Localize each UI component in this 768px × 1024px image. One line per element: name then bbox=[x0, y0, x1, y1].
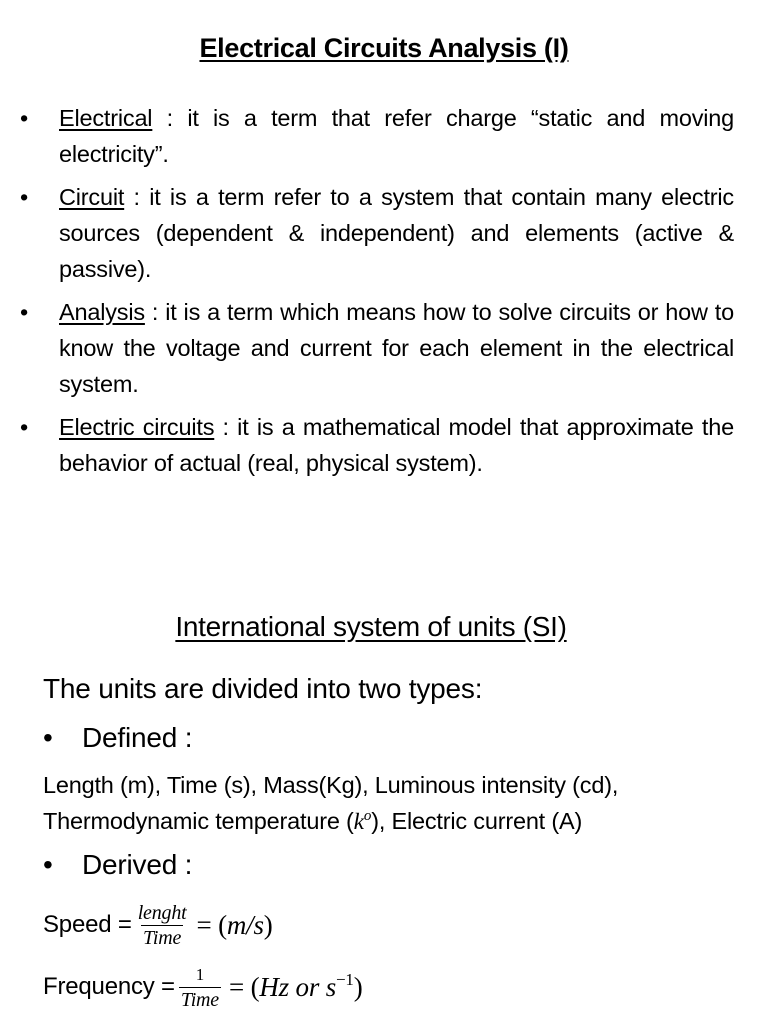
paren-open: ( bbox=[218, 909, 227, 940]
si-intro: The units are divided into two types: bbox=[43, 673, 483, 704]
definition-text: : it is a term refer to a system that contain many electric sources (dependent & independent) and elements (active & passive). bbox=[59, 184, 734, 282]
derived-label: Derived : bbox=[82, 849, 193, 880]
defined-units-line-1: Length (m), Time (s), Mass(Kg), Luminous intensity (cd), bbox=[43, 772, 619, 798]
speed-label: Speed = bbox=[43, 911, 132, 938]
bullet-icon: • bbox=[20, 299, 29, 325]
definition-term: Analysis bbox=[59, 299, 145, 325]
definition-term: Circuit bbox=[59, 184, 125, 210]
bullet-icon: • bbox=[20, 105, 29, 131]
definition-item-electrical bbox=[20, 100, 734, 172]
defined-heading bbox=[43, 722, 192, 754]
kelvin-superscript: o bbox=[363, 808, 372, 824]
bullet-icon: • bbox=[43, 722, 53, 753]
speed-result bbox=[196, 910, 272, 941]
definition-item-circuit bbox=[20, 179, 734, 287]
bullet-icon: • bbox=[20, 184, 29, 210]
definition-item-analysis bbox=[20, 294, 734, 402]
defined-label: Defined : bbox=[82, 722, 193, 753]
paren-close: ) bbox=[263, 909, 273, 940]
frequency-result bbox=[228, 969, 363, 1003]
speed-unit: m/s bbox=[226, 909, 264, 940]
definitions-list bbox=[20, 100, 734, 488]
speed-denominator: Time bbox=[143, 926, 182, 949]
definition-item-electric-circuits bbox=[20, 409, 734, 481]
speed-numerator: lenght bbox=[137, 901, 187, 924]
speed-formula bbox=[43, 896, 273, 954]
defined-text-segment: Thermodynamic temperature ( bbox=[43, 808, 354, 834]
derived-heading bbox=[43, 849, 192, 881]
definition-text: : it is a mathematical model that approximate the behavior of actual (real, physical system). bbox=[59, 414, 734, 476]
definition-term: Electrical bbox=[59, 105, 153, 131]
page-title: Electrical Circuits Analysis (I) bbox=[199, 33, 569, 63]
si-heading: International system of units (SI) bbox=[175, 611, 567, 642]
frequency-label: Frequency = bbox=[43, 973, 175, 1000]
paren-close: ) bbox=[353, 971, 363, 1002]
bullet-icon: • bbox=[43, 849, 53, 880]
kelvin-symbol bbox=[354, 809, 372, 835]
defined-units-line-2 bbox=[43, 803, 743, 840]
bullet-icon: • bbox=[20, 414, 29, 440]
defined-units bbox=[43, 767, 743, 840]
speed-fraction bbox=[136, 901, 189, 950]
frequency-formula bbox=[43, 958, 362, 1016]
frequency-numerator: 1 bbox=[195, 964, 205, 984]
frequency-denominator: Time bbox=[180, 988, 219, 1011]
frequency-fraction bbox=[179, 963, 221, 1012]
equals-sign: = bbox=[228, 971, 245, 1002]
defined-text-segment: ), Electric current (A) bbox=[371, 808, 583, 834]
frequency-unit: Hz or s bbox=[259, 971, 336, 1002]
definition-text: : it is a term that refer charge “static and moving electricity”. bbox=[59, 105, 734, 167]
definition-term: Electric circuits bbox=[59, 414, 215, 440]
frequency-exponent: −1 bbox=[336, 969, 354, 989]
equals-sign: = bbox=[196, 909, 212, 940]
paren-open: ( bbox=[250, 971, 260, 1002]
definition-text: : it is a term which means how to solve circuits or how to know the voltage and current for each element in the electrical system. bbox=[59, 299, 734, 397]
kelvin-base: k bbox=[353, 809, 364, 835]
